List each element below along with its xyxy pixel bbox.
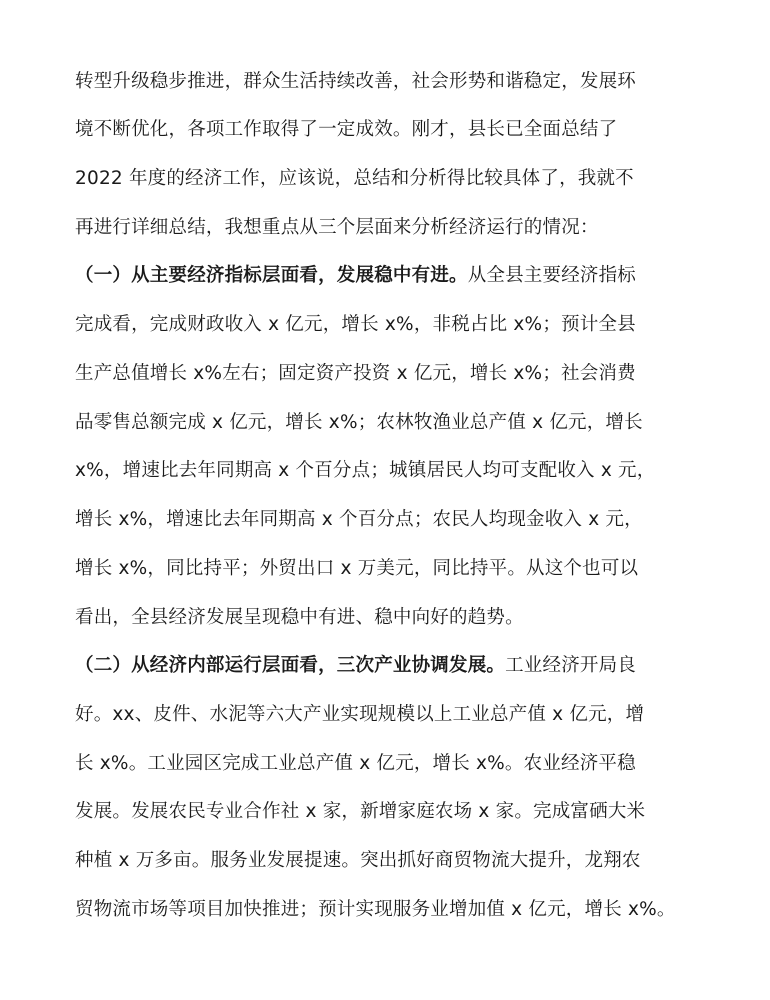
- section-heading: （二）从经济内部运行层面看，三次产业协调发展。: [75, 655, 506, 676]
- paragraph-line: 增长 x%，增速比去年同期高 x 个百分点；农民人均现金收入 x 元，: [75, 509, 643, 530]
- paragraph-line: （二）从经济内部运行层面看，三次产业协调发展。工业经济开局良: [75, 655, 637, 676]
- paragraph-line: 境不断优化，各项工作取得了一定成效。刚才，县长已全面总结了: [75, 119, 618, 140]
- paragraph-line: 转型升级稳步推进，群众生活持续改善，社会形势和谐稳定，发展环: [75, 71, 637, 92]
- paragraph-line: 品零售总额完成 x 亿元，增长 x%；农林牧渔业总产值 x 亿元，增长: [75, 412, 643, 433]
- paragraph-line: 2022 年度的经济工作，应该说，总结和分析得比较具体了，我就不: [75, 168, 634, 189]
- paragraph-line: 增长 x%，同比持平；外贸出口 x 万美元，同比持平。从这个也可以: [75, 558, 639, 579]
- paragraph-line: 发展。发展农民专业合作社 x 家，新增家庭农场 x 家。完成富硒大米: [75, 801, 646, 822]
- paragraph-line: 生产总值增长 x%左右；固定资产投资 x 亿元，增长 x%；社会消费: [75, 363, 636, 384]
- section-heading: （一）从主要经济指标层面看，发展稳中有进。: [75, 265, 468, 286]
- paragraph-line: 再进行详细总结，我想重点从三个层面来分析经济运行的情况：: [75, 217, 599, 238]
- paragraph-line: 种植 x 万多亩。服务业发展提速。突出抓好商贸物流大提升，龙翔农: [75, 850, 641, 871]
- paragraph-line: x%，增速比去年同期高 x 个百分点；城镇居民人均可支配收入 x 元，: [75, 460, 656, 481]
- paragraph-line: （一）从主要经济指标层面看，发展稳中有进。从全县主要经济指标: [75, 265, 637, 286]
- paragraph-line: 看出，全县经济发展呈现稳中有进、稳中向好的趋势。: [75, 607, 524, 628]
- paragraph-line: 完成看，完成财政收入 x 亿元，增长 x%，非税占比 x%；预计全县: [75, 314, 636, 335]
- paragraph-line: 长 x%。工业园区完成工业总产值 x 亿元，增长 x%。农业经济平稳: [75, 753, 636, 774]
- paragraph-line: 好。xx、皮件、水泥等六大产业实现规模以上工业总产值 x 亿元，增: [75, 704, 645, 725]
- paragraph-line: 贸物流市场等项目加快推进；预计实现服务业增加值 x 亿元，增长 x%。: [75, 899, 676, 920]
